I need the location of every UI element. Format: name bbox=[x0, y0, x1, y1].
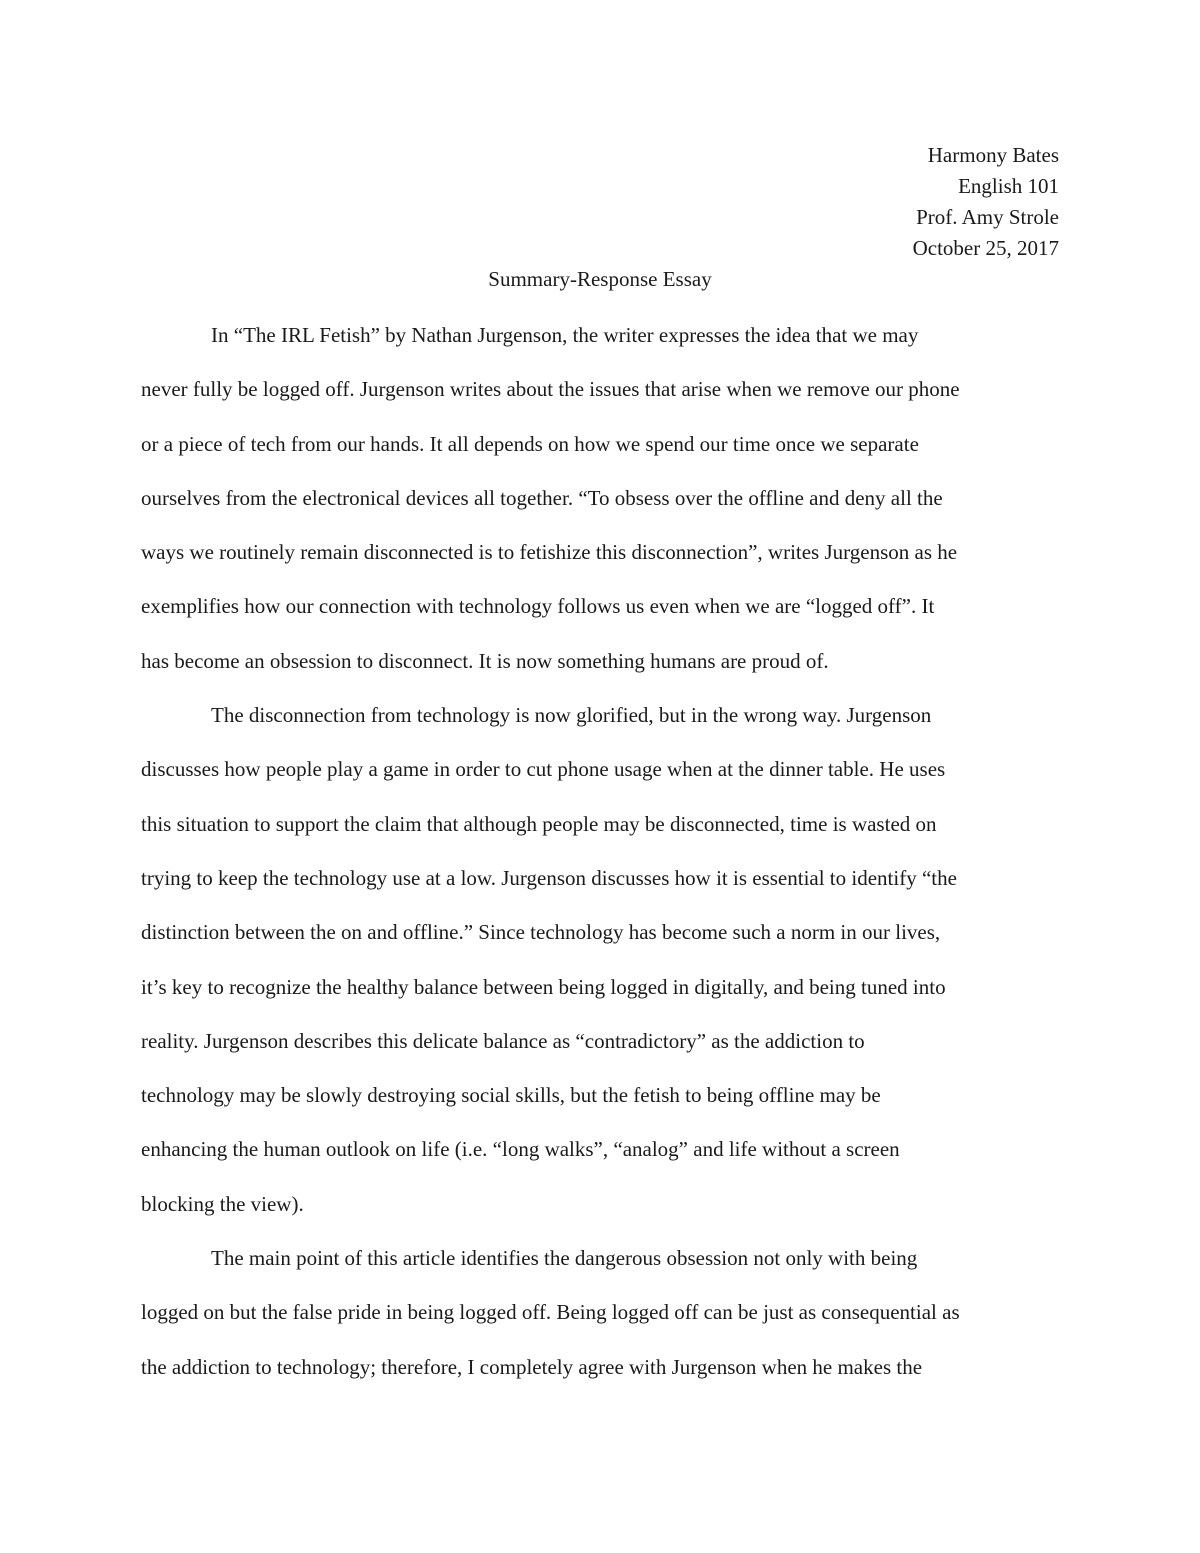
paragraph-line: technology may be slowly destroying social skills, but the fetish to being offline may be bbox=[141, 1083, 881, 1108]
paragraph-line: ways we routinely remain disconnected is to fetishize this disconnection”, writes Jurgenson as he bbox=[141, 540, 958, 565]
paragraph-line: The main point of this article identifies the dangerous obsession not only with being bbox=[211, 1246, 918, 1271]
paragraph-line: The disconnection from technology is now glorified, but in the wrong way. Jurgenson bbox=[211, 703, 932, 728]
paragraph-line: reality. Jurgenson describes this delicate balance as “contradictory” as the addiction to bbox=[141, 1028, 865, 1053]
paragraph-line: logged on but the false pride in being logged off. Being logged off can be just as consequential as bbox=[141, 1300, 960, 1325]
paragraph-line: trying to keep the technology use at a low. Jurgenson discusses how it is essential to identify “the bbox=[141, 865, 957, 890]
paragraph-line: exemplifies how our connection with technology follows us even when we are “logged off”. It bbox=[141, 594, 935, 619]
essay-title: Summary-Response Essay bbox=[488, 267, 712, 291]
paragraph-line: discusses how people play a game in order to cut phone usage when at the dinner table. He uses bbox=[141, 757, 946, 782]
paragraph-line: blocking the view). bbox=[141, 1191, 304, 1216]
header-block bbox=[913, 140, 1059, 264]
essay-body bbox=[141, 317, 1059, 1403]
paragraph-line: this situation to support the claim that although people may be disconnected, time is wasted on bbox=[141, 811, 937, 836]
paragraph-line: or a piece of tech from our hands. It all depends on how we spend our time once we separate bbox=[141, 431, 919, 456]
paragraph-line: never fully be logged off. Jurgenson writes about the issues that arise when we remove our phone bbox=[141, 377, 960, 402]
professor-name: Prof. Amy Strole bbox=[916, 205, 1059, 229]
paragraph-line: In “The IRL Fetish” by Nathan Jurgenson, the writer expresses the idea that we may bbox=[211, 323, 919, 347]
paragraph-line: has become an obsession to disconnect. It is now something humans are proud of. bbox=[141, 648, 829, 673]
author-name: Harmony Bates bbox=[927, 143, 1059, 167]
essay-date: October 25, 2017 bbox=[912, 236, 1059, 260]
paragraph-line: enhancing the human outlook on life (i.e. “long walks”, “analog” and life without a screen bbox=[141, 1137, 900, 1162]
paragraph-line: distinction between the on and offline.” Since technology has become such a norm in our lives, bbox=[141, 920, 941, 945]
paragraph-line: the addiction to technology; therefore, I completely agree with Jurgenson when he makes the bbox=[141, 1354, 923, 1379]
paragraph-line: it’s key to recognize the healthy balance between being logged in digitally, and being tuned into bbox=[141, 974, 946, 999]
course-name: English 101 bbox=[958, 174, 1059, 198]
paragraph-line: ourselves from the electronical devices all together. “To obsess over the offline and deny all the bbox=[141, 485, 943, 510]
